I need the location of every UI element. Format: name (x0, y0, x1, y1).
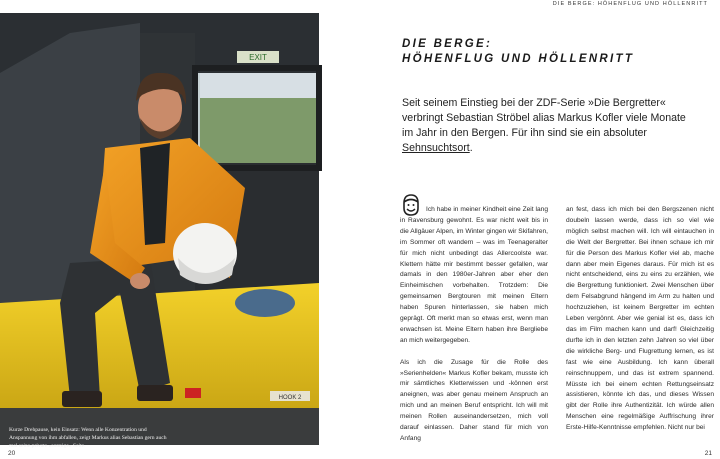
chapter-title-line2: HÖHENFLUG UND HÖLLENRITT (402, 53, 635, 65)
intro-keyword: Sehnsuchtsort (402, 142, 470, 155)
helicopter-photo (0, 13, 319, 449)
photo-caption: Kurze Drehpause, kein Einsatz: Wenn alle Konzentration und Anspannung von ihm abfallen, zeigt Markus alias Sebastian gern auch mal seine private »sonnige« Seite. (9, 427, 167, 449)
page-number-left: 20 (8, 450, 16, 457)
running-head: DIE BERGE: HÖHENFLUG UND HÖLLENRITT (552, 1, 708, 7)
intro-end: . (469, 142, 473, 155)
chapter-title (402, 37, 634, 67)
hook-label: HOOK 2 (278, 395, 302, 401)
intro-text: Seit seinem Einstieg bei der ZDF-Serie »Die Bergretter« verbringt Sebastian Ströbel alias Markus Kofler viele Monate im Jahr in den Bergen. Für ihn sind sie ein absoluter (402, 97, 686, 140)
exit-sign-text: EXIT (249, 53, 267, 62)
text-column-left (400, 205, 548, 456)
body-paragraph: an fest, dass ich mich bei den Bergszenen nicht doubeln lassen werde, dass ich so viel wie möglich selbst machen will. Ich will eintauchen in die Welt der Bergretter. Bei ihnen schaue ich mir für die Person des Markus Kofler viel ab, mache dann aber mein Eigenes daraus. Für mich ist es nicht entscheidend, eins zu eins zu erzählen, wie die Bergrettung funktioniert. Zwei Menschen über dem Felsabgrund hängend im Arm zu halten und hochzuziehen, ist keinem Bergretter im echten Leben vergönnt. Aber wie genial ist es, dass ich das im Film machen kann und darf! Gleichzeitig durfte ich in den letzten zehn Jahren so viel über die wirkliche Berg- und Flugrettung lernen, es ist fast wie eine Ausbildung. Ich kann überall reinschnuppern, und das ist extrem spannend. Müsste ich bei einem echten Rettungseinsatz assistieren, könnte ich das, und dieses Wissen gibt der Rolle ihre Authentizität. Ich würde allen Menschen eine regelmäßige Auffrischung ihrer Erste-Hilfe-Kenntnisse empfehlen. Nicht nur bei (566, 206, 714, 432)
page-number-right: 21 (704, 450, 712, 457)
photo-illustration (0, 13, 319, 445)
chapter-title-line1: DIE BERGE: (402, 38, 493, 50)
body-paragraph: Als ich die Zusage für die Rolle des »Serienhelden« Markus Kofler bekam, musste ich mir sämtliches Kletterwissen und -können erst aneignen, was aber genau meinem Anspruch an mich und an meinen Beruf entspricht. Ich will mit meinen Rollen auseinandersetzen, mich voll darauf einlassen. Daher stand für mich von Anfang (400, 358, 548, 443)
body-paragraph: Ich habe in meiner Kindheit eine Zeit lang in Ravensburg gewohnt. Es war nicht weit bis in die Allgäuer Alpen, im Winter gingen wir Skifahren, im Sommer oft wandern – was im Teenageralter für mich nicht unbedingt das Allercoolste war. Klettern hätte mir bestimmt besser gefallen, war damals in den 1980er-Jahren aber eher den Einheimischen vorbehalten. Trotzdem: Die gemeinsamen Bergtouren mit meinen Eltern haben Spuren hinterlassen, sie haben mich geprägt. Oft merkt man so etwas erst, wenn man erwachsen ist. Meine Eltern haben ihre Bergliebe an mich weitergegeben. (400, 206, 548, 344)
text-column-right (566, 205, 714, 445)
intro-paragraph (402, 96, 692, 156)
